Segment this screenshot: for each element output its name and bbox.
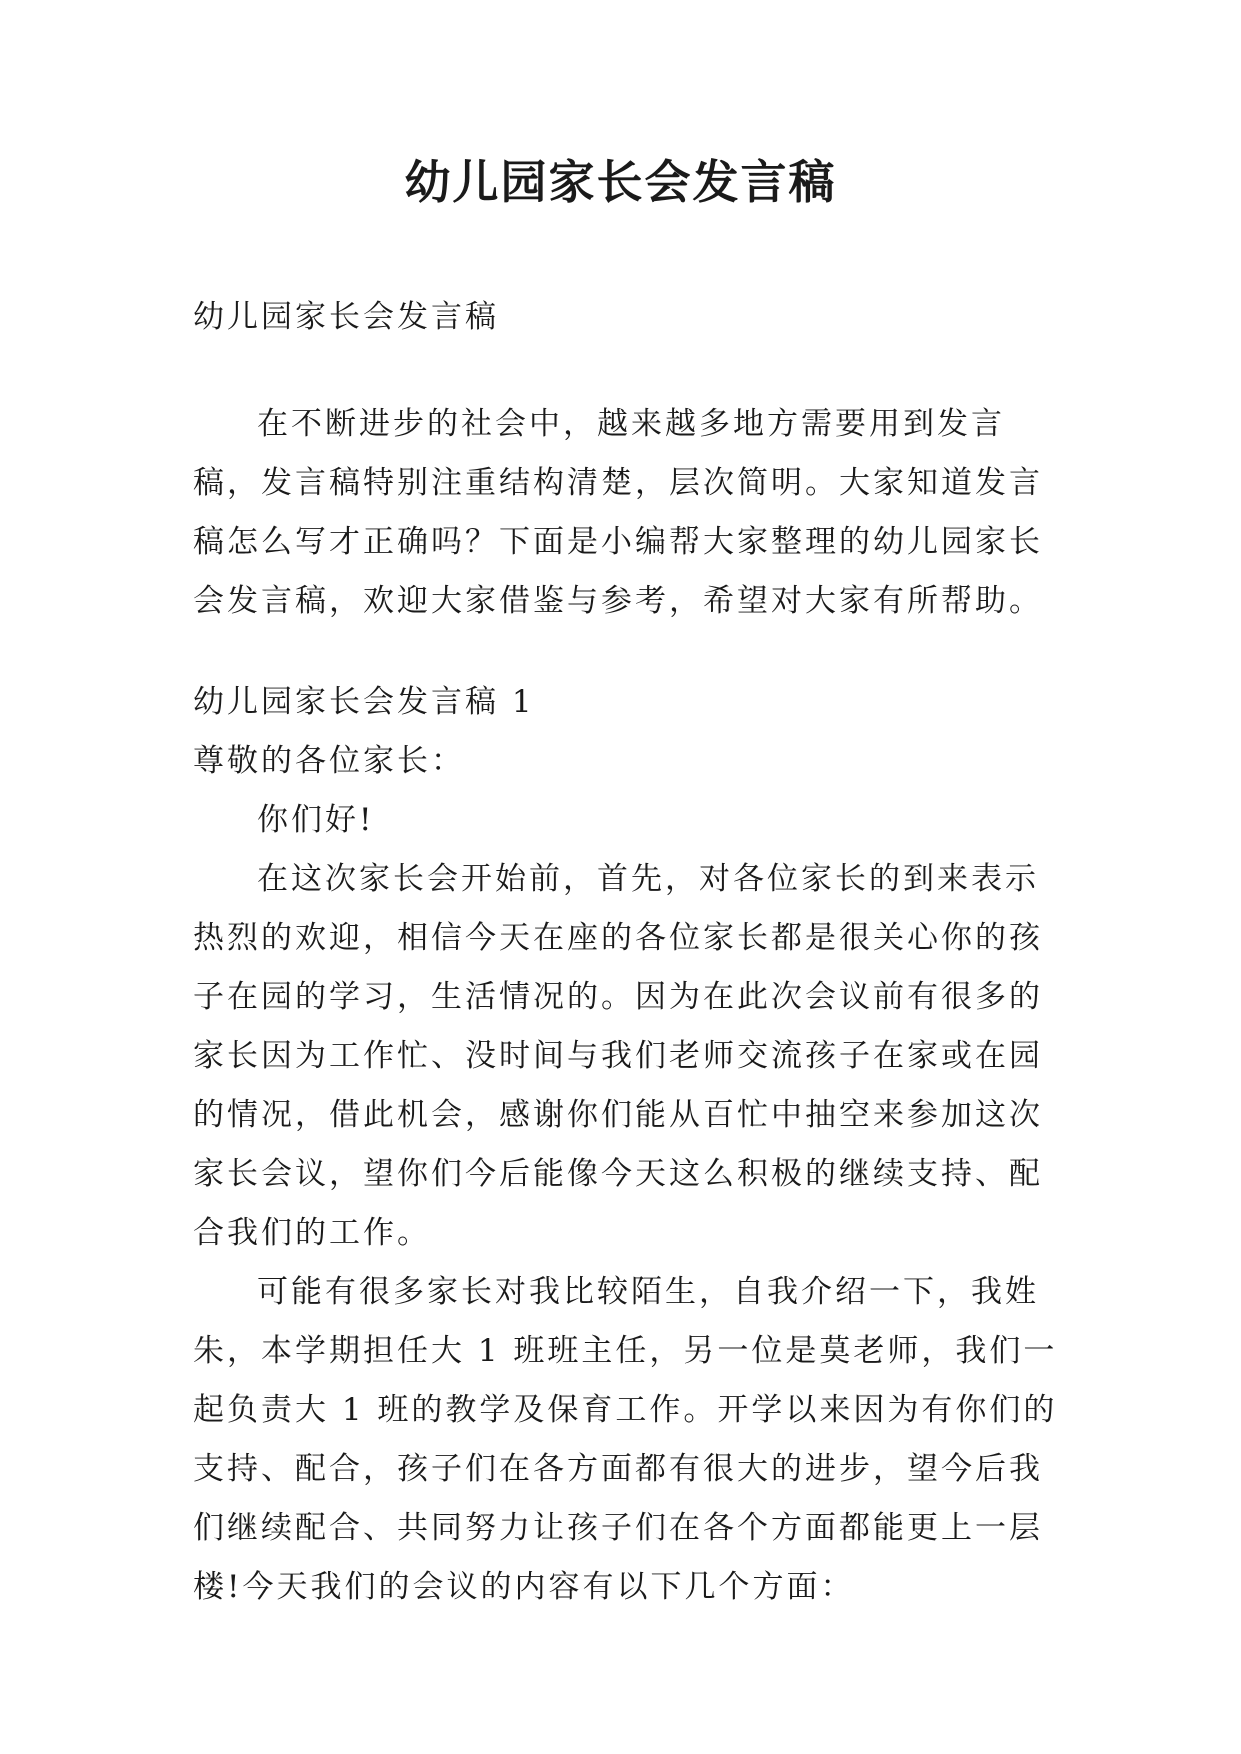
document-subtitle: 幼儿园家长会发言稿 (193, 299, 499, 335)
intro-paragraph: 在不断进步的社会中，越来越多地方需要用到发言稿，发言稿特别注重结构清楚，层次简明。大家知道发言稿怎么写才正确吗？下面是小编帮大家整理的幼儿园家长会发言稿，欢迎大家借鉴与参考，希望对大家有所帮助。 (193, 406, 1043, 619)
greeting: 你们好! (257, 802, 375, 838)
body-paragraph-2: 可能有很多家长对我比较陌生，自我介绍一下，我姓朱，本学期担任大 1 班班主任，另一位是莫老师，我们一起负责大 1 班的教学及保育工作。开学以来因为有你们的支持、配合，孩子们在各方面都有很大的进步，望今后我们继续配合、共同努力让孩子们在各个方面都能更上一层楼!今天我们的会议的内容有以下几个方面： (193, 1274, 1058, 1605)
body-paragraph-1: 在这次家长会开始前，首先，对各位家长的到来表示热烈的欢迎，相信今天在座的各位家长都是很关心你的孩子在园的学习，生活情况的。因为在此次会议前有很多的家长因为工作忙、没时间与我们老师交流孩子在家或在园的情况，借此机会，感谢你们能从百忙中抽空来参加这次家长会议，望你们今后能像今天这么积极的继续支持、配合我们的工作。 (193, 861, 1043, 1251)
document-title: 幼儿园家长会发言稿 (404, 155, 837, 209)
salutation: 尊敬的各位家长： (193, 743, 465, 779)
document-body (193, 288, 1058, 1617)
section-heading: 幼儿园家长会发言稿 1 (193, 684, 535, 720)
